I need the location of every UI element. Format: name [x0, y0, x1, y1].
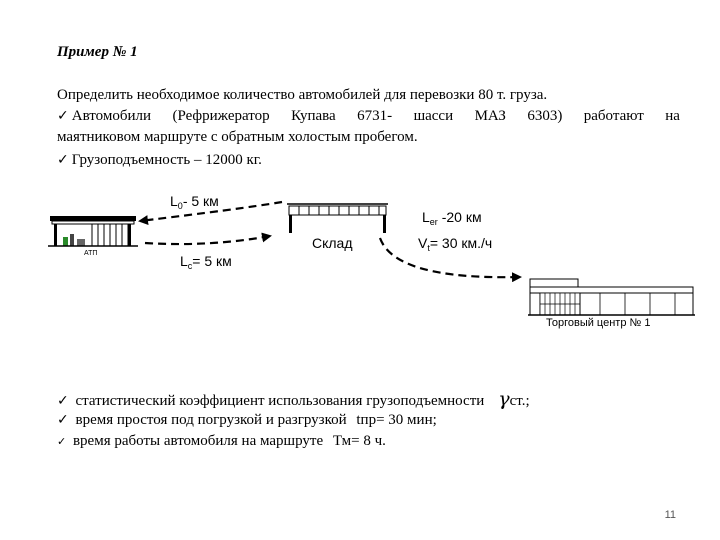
word: МАЗ	[474, 108, 506, 124]
slide-title: Пример № 1	[57, 44, 138, 60]
bullet-variable: tпр	[356, 412, 377, 428]
check-icon: ✓	[57, 412, 69, 428]
word: Автомобили	[71, 108, 152, 124]
bullet-value: = 8 ч.	[351, 433, 386, 449]
distance-l0-label: $L_0-$ 5 км	[170, 193, 219, 211]
warehouse-building-icon	[287, 204, 388, 233]
arrow-depot-to-warehouse	[145, 236, 270, 244]
task-line-2	[57, 106, 680, 126]
bullet-idle-time	[57, 412, 437, 429]
check-icon: ✓	[57, 152, 69, 168]
bullet-value: = 30 мин;	[376, 412, 437, 428]
route-diagram	[0, 175, 720, 375]
check-icon: ✓	[57, 435, 67, 448]
word: Купава	[291, 108, 336, 124]
word: (Рефрижератор	[172, 108, 270, 124]
bullet-variable: Тм	[332, 433, 352, 449]
check-icon: ✓	[57, 393, 69, 409]
bullet-text: время простоя под погрузкой и разгрузкой	[75, 412, 347, 428]
bullet-text: статистический коэффициент использования грузоподъемности	[75, 393, 485, 409]
distance-leg-label: $L_{er}$ -20 км	[422, 209, 482, 227]
capacity-text: Грузоподъемность – 12000 кг.	[71, 152, 262, 168]
mall-label: Торговый центр № 1	[546, 317, 651, 329]
task-line-1: Определить необходимое количество автомобилей для перевозки 80 т. груза.	[57, 87, 548, 103]
mall-building-icon	[528, 279, 695, 315]
word: шасси	[413, 108, 454, 124]
gamma-symbol: γ	[498, 388, 510, 410]
word: работают	[583, 108, 644, 124]
bullet-suffix: ст.;	[509, 393, 530, 409]
bullet-route-time	[57, 433, 386, 450]
word: на	[665, 108, 680, 124]
speed-label: $V_t= 30$ км./ч	[418, 235, 493, 253]
check-icon: ✓ Автомобили	[57, 108, 152, 124]
task-line-3: маятниковом маршруте с обратным холостым пробегом.	[57, 129, 418, 145]
bullet-text: время работы автомобиля на маршруте	[72, 433, 324, 449]
word: 6731-	[357, 108, 393, 124]
depot-label: АТП	[84, 250, 98, 257]
bullet-load-factor	[57, 388, 530, 410]
page-number: 11	[664, 509, 676, 521]
warehouse-label: Склад	[312, 235, 353, 251]
depot-building-icon	[48, 216, 138, 246]
word: 6303)	[527, 108, 563, 124]
task-line-4	[57, 150, 262, 170]
distance-lc-label: $L_c= 5$ км	[180, 253, 232, 271]
